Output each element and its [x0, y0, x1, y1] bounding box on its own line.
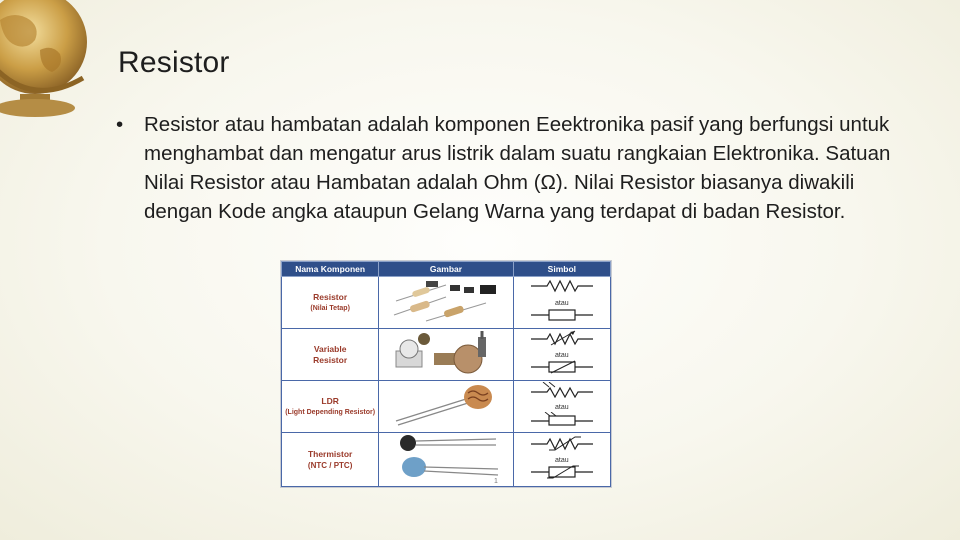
component-subname: (Nilai Tetap)	[310, 304, 350, 312]
table-row	[282, 277, 611, 329]
row-name-cell	[282, 381, 379, 433]
variable-zigzag-symbol	[527, 330, 597, 346]
atau-label: atau	[555, 457, 569, 464]
bullet-marker: •	[116, 113, 124, 136]
component-subname: (Light Depending Resistor)	[285, 408, 376, 416]
component-subname: Resistor	[313, 354, 348, 365]
component-name: Variable	[313, 343, 347, 354]
atau-label: atau	[555, 404, 569, 411]
box-resistor-symbol	[527, 308, 597, 322]
row-name-cell	[282, 433, 379, 487]
table-row	[282, 329, 611, 381]
header-gambar: Gambar	[379, 262, 513, 277]
zigzag-resistor-symbol	[527, 278, 597, 294]
header-simbol: Simbol	[513, 262, 610, 277]
thermistor-symbols	[513, 433, 610, 487]
component-name: Resistor	[313, 291, 348, 302]
bullet-paragraph	[116, 110, 916, 226]
row-name-cell	[282, 277, 379, 329]
table-footnote: 1	[494, 478, 498, 485]
ldr-photo	[379, 381, 513, 433]
potentiometer-photo	[379, 329, 513, 381]
row-name-cell	[282, 329, 379, 381]
component-name: Thermistor	[307, 448, 353, 459]
thermistor-box-symbol	[527, 465, 597, 479]
resistor-types-table	[280, 260, 612, 488]
variable-resistor-symbols	[513, 329, 610, 381]
bullet-text: Resistor atau hambatan adalah komponen Eeektronika pasif yang berfungsi untuk menghambat dan mengatur arus listrik dalam suatu rangkaian Elektronika. Satuan Nilai Resistor atau Hambatan adalah Ohm (Ω). Nilai Resistor biasanya diwakili dengan Kode angka ataupun Gelang Warna yang terdapat di badan Resistor.	[144, 113, 891, 223]
ldr-zigzag-symbol	[527, 382, 597, 398]
table-row	[282, 433, 611, 487]
component-name: LDR	[321, 395, 339, 406]
ldr-symbols	[513, 381, 610, 433]
atau-label: atau	[555, 300, 569, 307]
globe-icon	[0, 0, 100, 125]
fixed-resistors-photo	[379, 277, 513, 329]
component-subname: (NTC / PTC)	[307, 460, 353, 470]
fixed-resistor-symbols	[513, 277, 610, 329]
variable-box-symbol	[527, 360, 597, 374]
table-row	[282, 381, 611, 433]
thermistor-zigzag-symbol	[527, 435, 597, 451]
slide-title: Resistor	[118, 46, 230, 79]
header-nama-komponen: Nama Komponen	[282, 262, 379, 277]
atau-label: atau	[555, 352, 569, 359]
ldr-box-symbol	[527, 412, 597, 426]
